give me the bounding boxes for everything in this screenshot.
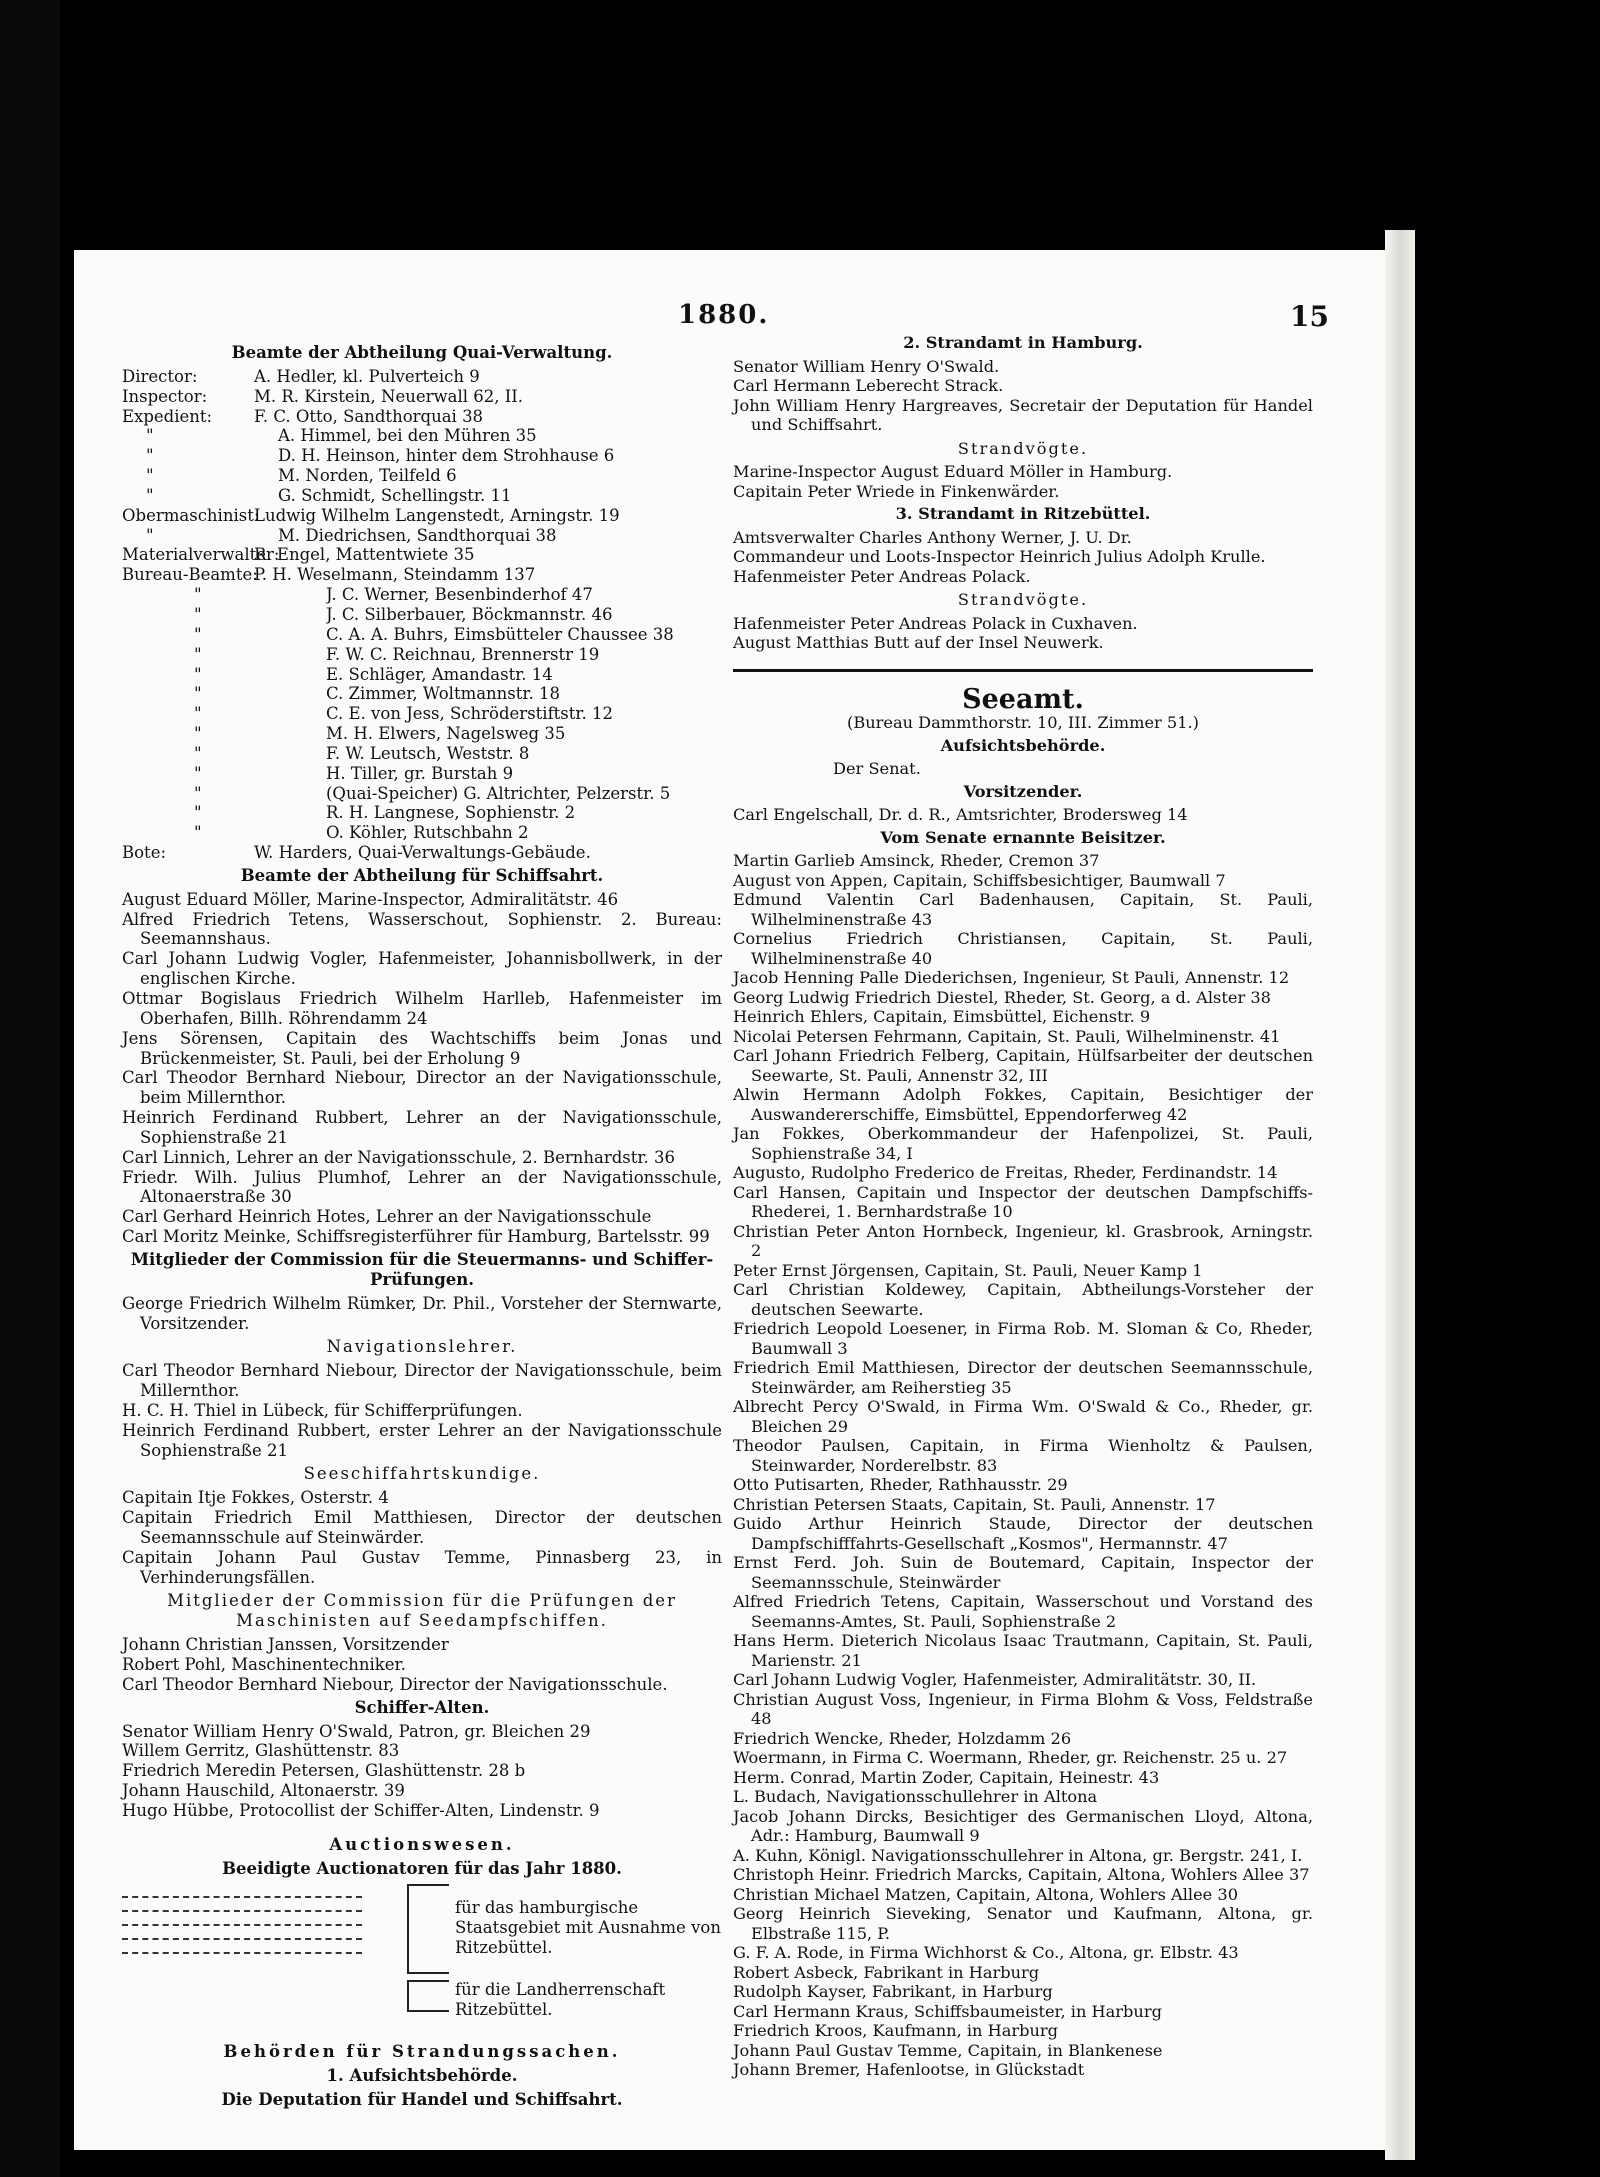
subsection-seeschiffahrtskundige: Seeschiffahrtskundige. [303, 1464, 541, 1484]
staff-row [122, 526, 722, 546]
staff-role: Obermaschinist: [122, 505, 260, 525]
list-entry: Christian Michael Matzen, Capitain, Altona, Wohlers Allee 30 [733, 1884, 1239, 1904]
staff-name: O. Köhler, Rutschbahn 2 [326, 823, 529, 843]
list-entry: L. Budach, Navigationsschullehrer in Altona [733, 1787, 1098, 1806]
section-divider [733, 669, 1313, 672]
list-entry: Friedrich Wencke, Rheder, Holzdamm 26 [733, 1728, 1072, 1748]
section-title-strandamt-hamburg: 2. Strandamt in Hamburg. [903, 333, 1143, 352]
staff-role: " [194, 624, 202, 644]
staff-row [122, 823, 722, 843]
staff-row [122, 744, 722, 764]
list-entry: Theodor Paulsen, Capitain, in Firma Wienholtz & Paulsen, Steinwarder, Norderelbstr. 83 [733, 1436, 1313, 1475]
staff-role: " [146, 525, 154, 545]
list-entry: Friedrich Meredin Petersen, Glashüttenstr. 28 b [122, 1761, 526, 1781]
staff-role: " [194, 604, 202, 624]
staff-role: " [194, 585, 202, 605]
list-entry: Edmund Valentin Carl Badenhausen, Capitain, St. Pauli, Wilhelminenstraße 43 [733, 890, 1313, 929]
staff-role: " [194, 783, 202, 803]
list-entry: A. Kuhn, Königl. Navigationsschullehrer in Altona, gr. Bergstr. 241, I. [733, 1845, 1303, 1865]
list-entry: Christian August Voss, Ingenieur, in Firma Blohm & Voss, Feldstraße 48 [733, 1689, 1313, 1728]
staff-role: " [194, 803, 202, 823]
staff-role: " [146, 485, 154, 505]
staff-row [122, 665, 722, 685]
staff-row [122, 486, 722, 506]
section-title-maschinisten: Mitglieder der Commission für die Prüfungen der Maschinisten auf Seedampfschiffen. [167, 1591, 677, 1631]
subsection-strandvoegte-hamburg: Strandvögte. [957, 438, 1089, 458]
list-entry: Cornelius Friedrich Christiansen, Capitain, St. Pauli, Wilhelminenstraße 40 [733, 929, 1313, 968]
staff-name: Ludwig Wilhelm Langenstedt, Arningstr. 19 [254, 505, 620, 525]
section-title-schiffer-alten: Schiffer-Alten. [354, 1697, 490, 1717]
list-entry: Amtsverwalter Charles Anthony Werner, J. U. Dr. [733, 527, 1132, 547]
staff-name: F. W. Leutsch, Weststr. 8 [326, 743, 530, 763]
staff-row [122, 843, 722, 863]
list-entry: Alwin Hermann Adolph Fokkes, Capitain, Besichtiger der Auswandererschiffe, Eimsbüttel, Eppendorferweg 42 [733, 1085, 1313, 1124]
list-entry: Carl Theodor Bernhard Niebour, Director der Navigationsschule. [122, 1674, 668, 1694]
maschinisten-list [122, 1635, 722, 1695]
staff-name: J. C. Werner, Besenbinderhof 47 [326, 585, 593, 605]
staff-name: P. H. Weselmann, Steindamm 137 [254, 565, 536, 585]
list-entry: Peter Ernst Jörgensen, Capitain, St. Pauli, Neuer Kamp 1 [733, 1260, 1203, 1280]
staff-role: " [194, 724, 202, 744]
pruefungen-list [122, 1294, 722, 1334]
list-entry: Carl Johann Friedrich Felberg, Capitain, Hülfsarbeiter der deutschen Seewarte, St. Pauli, Annenstr 32, III [733, 1046, 1313, 1085]
list-entry: Friedrich Emil Matthiesen, Director der deutschen Seemannsschule, Steinwärder, am Reiherstieg 35 [733, 1358, 1313, 1397]
staff-role: " [194, 664, 202, 684]
list-entry: Christoph Heinr. Friedrich Marcks, Capitain, Altona, Wohlers Allee 37 [733, 1865, 1310, 1884]
staff-row [122, 387, 722, 407]
staff-role: " [194, 704, 202, 724]
list-entry: Hafenmeister Peter Andreas Polack. [733, 566, 1031, 586]
staff-row [122, 704, 722, 724]
list-entry: Commandeur und Loots-Inspector Heinrich Julius Adolph Krulle. [733, 547, 1266, 566]
list-entry: Augusto, Rudolpho Frederico de Freitas, Rheder, Ferdinandstr. 14 [733, 1163, 1278, 1182]
staff-row [122, 605, 722, 625]
staff-name: F. W. C. Reichnau, Brennerstr 19 [326, 644, 600, 664]
list-entry: Heinrich Ferdinand Rubbert, Lehrer an der Navigationsschule, Sophienstraße 21 [122, 1108, 722, 1147]
strandamt-ritzebuettel-list [733, 528, 1313, 587]
quai-staff-list [122, 367, 722, 863]
staff-name: C. Zimmer, Woltmannstr. 18 [326, 684, 560, 704]
list-entry: Hafenmeister Peter Andreas Polack in Cuxhaven. [733, 613, 1138, 633]
staff-name: R. Engel, Mattentwiete 35 [254, 545, 475, 565]
staff-row [122, 367, 722, 387]
section-title-strandamt-ritzebuettel: 3. Strandamt in Ritzebüttel. [895, 504, 1151, 523]
list-entry: Georg Heinrich Sieveking, Senator und Kaufmann, Altona, gr. Elbstraße 115, P. [733, 1904, 1313, 1943]
list-entry: Johann Christian Janssen, Vorsitzender [122, 1635, 449, 1655]
seeamt-beisitzer-title: Vom Senate ernannte Beisitzer. [880, 827, 1166, 847]
staff-role: Bote: [122, 843, 167, 863]
list-entry: Robert Pohl, Maschinentechniker. [122, 1655, 406, 1674]
subsection-strandvoegte-ritzebuettel: Strandvögte. [957, 590, 1089, 609]
list-entry: John William Henry Hargreaves, Secretair der Deputation für Handel und Schiffsahrt. [733, 395, 1313, 434]
staff-name: A. Hedler, kl. Pulverteich 9 [254, 366, 480, 386]
brace-hamburg [407, 1884, 449, 1974]
staff-name: F. C. Otto, Sandthorquai 38 [254, 406, 484, 426]
list-entry: Alfred Friedrich Tetens, Wasserschout, Sophienstr. 2. Bureau: Seemannshaus. [122, 909, 722, 949]
staff-row [122, 784, 722, 804]
list-entry: Carl Hansen, Capitain und Inspector der deutschen Dampfschiffs-Rhederei, 1. Bernhardstraße 10 [733, 1182, 1313, 1221]
staff-name: M. H. Elwers, Nagelsweg 35 [326, 724, 566, 744]
auctionatoren-placeholder-lines [122, 1884, 407, 2020]
page-year: 1880. [678, 300, 770, 330]
staff-name: M. Diedrichsen, Sandthorquai 38 [278, 525, 557, 545]
staff-row [122, 803, 722, 823]
list-entry: Carl Theodor Bernhard Niebour, Director der Navigationsschule, beim Millernthor. [122, 1361, 722, 1401]
list-entry: August Eduard Möller, Marine-Inspector, Admiralitätstr. 46 [122, 889, 619, 909]
staff-name: G. Schmidt, Schellingstr. 11 [278, 485, 512, 505]
list-entry: Carl Hermann Leberecht Strack. [733, 376, 1004, 395]
list-entry: Heinrich Ehlers, Capitain, Eimsbüttel, Eichenstr. 9 [733, 1007, 1151, 1026]
schiffsahrt-staff-list [122, 890, 722, 1247]
brace-ritzebuettel [407, 1980, 449, 2012]
seeamt-aufsicht-entry: Der Senat. [833, 759, 921, 778]
seeschiffahrtskundige-list [122, 1488, 722, 1587]
seeamt-bureau: (Bureau Dammthorstr. 10, III. Zimmer 51.) [847, 713, 1199, 732]
staff-role: Inspector: [122, 386, 208, 406]
list-entry: August Matthias Butt auf der Insel Neuwerk. [733, 633, 1104, 652]
staff-row [122, 545, 722, 565]
staff-row [122, 466, 722, 486]
list-entry: Friedrich Leopold Loesener, in Firma Rob. M. Sloman & Co, Rheder, Baumwall 3 [733, 1319, 1313, 1358]
seeamt-aufsicht-title: Aufsichtsbehörde. [940, 735, 1106, 755]
section-title-pruefungen: Mitglieder der Commission für die Steuermanns- und Schiffer-Prüfungen. [130, 1249, 714, 1289]
schiffer-alten-list [122, 1722, 722, 1821]
list-entry: Hans Herm. Dieterich Nicolaus Isaac Trautmann, Capitain, St. Pauli, Marienstr. 21 [733, 1631, 1313, 1670]
list-entry: Marine-Inspector August Eduard Möller in Hamburg. [733, 462, 1173, 481]
staff-name: W. Harders, Quai-Verwaltungs-Gebäude. [254, 843, 591, 863]
staff-name: E. Schläger, Amandastr. 14 [326, 664, 553, 684]
list-entry: Nicolai Petersen Fehrmann, Capitain, St. Pauli, Wilhelminenstr. 41 [733, 1026, 1281, 1046]
aufsichtsbehoerde-subtitle: 1. Aufsichtsbehörde. [326, 2065, 518, 2085]
seeamt-vorsitzender-entry: Carl Engelschall, Dr. d. R., Amtsrichter, Brodersweg 14 [733, 805, 1188, 824]
staff-role: Director: [122, 366, 198, 386]
staff-role: " [146, 446, 154, 466]
staff-role: " [194, 823, 202, 843]
list-entry: Robert Asbeck, Fabrikant in Harburg [733, 1962, 1040, 1982]
list-entry: Carl Johann Ludwig Vogler, Hafenmeister, Johannisbollwerk, in der englischen Kirche. [122, 949, 722, 989]
strandvoegte-ritzebuettel-list [733, 614, 1313, 653]
seeamt-vorsitzender-title: Vorsitzender. [963, 781, 1083, 801]
auctionatoren-block [122, 1884, 722, 2020]
list-entry: August von Appen, Capitain, Schiffsbesichtiger, Baumwall 7 [733, 870, 1226, 890]
staff-name: C. E. von Jess, Schröderstiftstr. 12 [326, 704, 613, 724]
staff-role: Materialverwalter: [122, 545, 280, 565]
list-entry: Capitain Friedrich Emil Matthiesen, Director der deutschen Seemannsschule auf Steinwärder. [122, 1508, 722, 1547]
list-entry: Ottmar Bogislaus Friedrich Wilhelm Harlleb, Hafenmeister im Oberhafen, Billh. Röhrendamm 24 [122, 989, 722, 1028]
list-entry: Christian Peter Anton Hornbeck, Ingenieur, kl. Grasbrook, Arningstr. 2 [733, 1221, 1313, 1260]
list-entry: Albrecht Percy O'Swald, in Firma Wm. O'Swald & Co., Rheder, gr. Bleichen 29 [733, 1397, 1313, 1436]
section-title-seeamt: Seeamt. [962, 683, 1084, 715]
list-entry: H. C. H. Thiel in Lübeck, für Schifferprüfungen. [122, 1400, 523, 1420]
staff-name: J. C. Silberbauer, Böckmannstr. 46 [326, 604, 613, 624]
placeholder-line [122, 1952, 362, 1954]
brace-label-hamburg: für das hamburgische Staatsgebiet mit Ausnahme von Ritzebüttel. [455, 1898, 721, 1958]
list-entry: Friedr. Wilh. Julius Plumhof, Lehrer an der Navigationsschule, Altonaerstraße 30 [122, 1167, 722, 1207]
section-title-quai: Beamte der Abtheilung Quai-Verwaltung. [231, 343, 613, 362]
list-entry: Jacob Henning Palle Diederichsen, Ingenieur, St Pauli, Annenstr. 12 [733, 968, 1290, 987]
list-entry: Woermann, in Firma C. Woermann, Rheder, gr. Reichenstr. 25 u. 27 [733, 1748, 1288, 1767]
staff-name: A. Himmel, bei den Mühren 35 [278, 426, 537, 446]
list-entry: G. F. A. Rode, in Firma Wichhorst & Co., Altona, gr. Elbstr. 43 [733, 1943, 1239, 1962]
right-column [733, 330, 1313, 2080]
list-entry: Johann Paul Gustav Temme, Capitain, in Blankenese [733, 2040, 1163, 2060]
staff-name: R. H. Langnese, Sophienstr. 2 [326, 803, 576, 823]
staff-role: Bureau-Beamte: [122, 565, 258, 585]
list-entry: Alfred Friedrich Tetens, Capitain, Wasserschout und Vorstand des Seemanns-Amtes, St. Pauli, Sophienstraße 2 [733, 1592, 1313, 1631]
placeholder-line [122, 1910, 362, 1912]
list-entry: Capitain Johann Paul Gustav Temme, Pinnasberg 23, in Verhinderungsfällen. [122, 1547, 722, 1587]
list-entry: Herm. Conrad, Martin Zoder, Capitain, Heinestr. 43 [733, 1767, 1160, 1787]
list-entry: Martin Garlieb Amsinck, Rheder, Cremon 37 [733, 851, 1100, 870]
list-entry: Carl Johann Ludwig Vogler, Hafenmeister, Admiralitätstr. 30, II. [733, 1670, 1257, 1689]
staff-row [122, 446, 722, 466]
list-entry: Capitain Peter Wriede in Finkenwärder. [733, 481, 1060, 501]
staff-name: C. A. A. Buhrs, Eimsbütteler Chaussee 38 [326, 624, 674, 644]
list-entry: Carl Gerhard Heinrich Hotes, Lehrer an der Navigationsschule [122, 1207, 652, 1227]
seeamt-beisitzer-list [733, 851, 1313, 2080]
list-entry: Carl Hermann Kraus, Schiffsbaumeister, in Harburg [733, 2001, 1162, 2021]
placeholder-line [122, 1924, 362, 1926]
list-entry: George Friedrich Wilhelm Rümker, Dr. Phil., Vorsteher der Sternwarte, Vorsitzender. [122, 1293, 722, 1333]
list-entry: Carl Linnich, Lehrer an der Navigationsschule, 2. Bernhardstr. 36 [122, 1147, 675, 1167]
staff-row [122, 407, 722, 427]
list-entry: Johann Bremer, Hafenlootse, in Glückstadt [733, 2060, 1085, 2079]
staff-name: H. Tiller, gr. Burstah 9 [326, 763, 514, 783]
list-entry: Friedrich Kroos, Kaufmann, in Harburg [733, 2021, 1059, 2040]
list-entry: Capitain Itje Fokkes, Osterstr. 4 [122, 1488, 389, 1508]
list-entry: Senator William Henry O'Swald. [733, 356, 1000, 376]
list-entry: Johann Hauschild, Altonaerstr. 39 [122, 1781, 405, 1801]
section-title-schiffsahrt: Beamte der Abtheilung für Schiffsahrt. [240, 865, 604, 885]
list-entry: Senator William Henry O'Swald, Patron, gr. Bleichen 29 [122, 1721, 591, 1741]
list-entry: Willem Gerritz, Glashüttenstr. 83 [122, 1741, 400, 1761]
staff-role: " [194, 763, 202, 783]
section-title-auctionswesen: Auctionswesen. [329, 1834, 515, 1854]
staff-name: M. R. Kirstein, Neuerwall 62, II. [254, 386, 524, 406]
list-entry: Christian Petersen Staats, Capitain, St. Pauli, Annenstr. 17 [733, 1494, 1216, 1514]
staff-row [122, 565, 722, 585]
staff-row [122, 426, 722, 446]
placeholder-line [122, 1938, 362, 1940]
staff-role: " [194, 743, 202, 763]
page-number: 15 [1290, 300, 1329, 333]
staff-row [122, 724, 722, 744]
aufsichtsbehoerde-entry: Die Deputation für Handel und Schiffsahrt. [221, 2089, 623, 2109]
staff-row [122, 645, 722, 665]
staff-name: M. Norden, Teilfeld 6 [278, 466, 457, 486]
placeholder-line [122, 1896, 362, 1898]
staff-name: (Quai-Speicher) G. Altrichter, Pelzerstr. 5 [326, 783, 671, 803]
auctionatoren-subtitle: Beeidigte Auctionatoren für das Jahr 1880. [222, 1858, 622, 1878]
list-entry: Jan Fokkes, Oberkommandeur der Hafenpolizei, St. Pauli, Sophienstraße 34, I [733, 1124, 1313, 1163]
strandvoegte-hamburg-list [733, 462, 1313, 501]
section-title-strandung: Behörden für Strandungssachen. [223, 2042, 621, 2062]
list-entry: Carl Theodor Bernhard Niebour, Director an der Navigationsschule, beim Millernthor. [122, 1068, 722, 1108]
staff-role: " [194, 684, 202, 704]
staff-role: " [146, 426, 154, 446]
list-entry: Carl Christian Koldewey, Capitain, Abtheilungs-Vorsteher der deutschen Seewarte. [733, 1280, 1313, 1319]
list-entry: Rudolph Kayser, Fabrikant, in Harburg [733, 1982, 1053, 2001]
staff-role: Expedient: [122, 406, 213, 426]
list-entry: Heinrich Ferdinand Rubbert, erster Lehrer an der Navigationsschule Sophienstraße 21 [122, 1420, 722, 1460]
list-entry: Guido Arthur Heinrich Staude, Director der deutschen Dampfschifffahrts-Gesellschaft „Kosmos", Hermannstr. 47 [733, 1514, 1313, 1553]
list-entry: Carl Moritz Meinke, Schiffsregisterführer für Hamburg, Bartelsstr. 99 [122, 1227, 710, 1247]
list-entry: Jens Sörensen, Capitain des Wachtschiffs beim Jonas und Brückenmeister, St. Pauli, bei der Erholung 9 [122, 1028, 722, 1068]
staff-role: " [194, 644, 202, 664]
staff-row [122, 585, 722, 605]
list-entry: Hugo Hübbe, Protocollist der Schiffer-Alten, Lindenstr. 9 [122, 1800, 600, 1820]
navigationslehrer-list [122, 1361, 722, 1460]
list-entry: Ernst Ferd. Joh. Suin de Boutemard, Capitain, Inspector der Seemannsschule, Steinwärder [733, 1553, 1313, 1592]
list-entry: Jacob Johann Dircks, Besichtiger des Germanischen Lloyd, Altona, Adr.: Hamburg, Baumwall 9 [733, 1806, 1313, 1845]
list-entry: Otto Putisarten, Rheder, Rathhausstr. 29 [733, 1475, 1068, 1494]
staff-row [122, 506, 722, 526]
subsection-navigationslehrer: Navigationslehrer. [326, 1337, 518, 1357]
strandamt-hamburg-list [733, 357, 1313, 435]
staff-name: D. H. Heinson, hinter dem Strohhause 6 [278, 446, 615, 466]
staff-row [122, 684, 722, 704]
staff-row [122, 764, 722, 784]
staff-role: " [146, 466, 154, 486]
left-column [122, 340, 722, 2110]
brace-label-ritzebuettel: für die Landherrenschaft Ritzebüttel. [455, 1980, 666, 2020]
staff-row [122, 625, 722, 645]
page-edge-shadow [1385, 230, 1415, 2160]
list-entry: Georg Ludwig Friedrich Diestel, Rheder, St. Georg, a d. Alster 38 [733, 987, 1271, 1007]
